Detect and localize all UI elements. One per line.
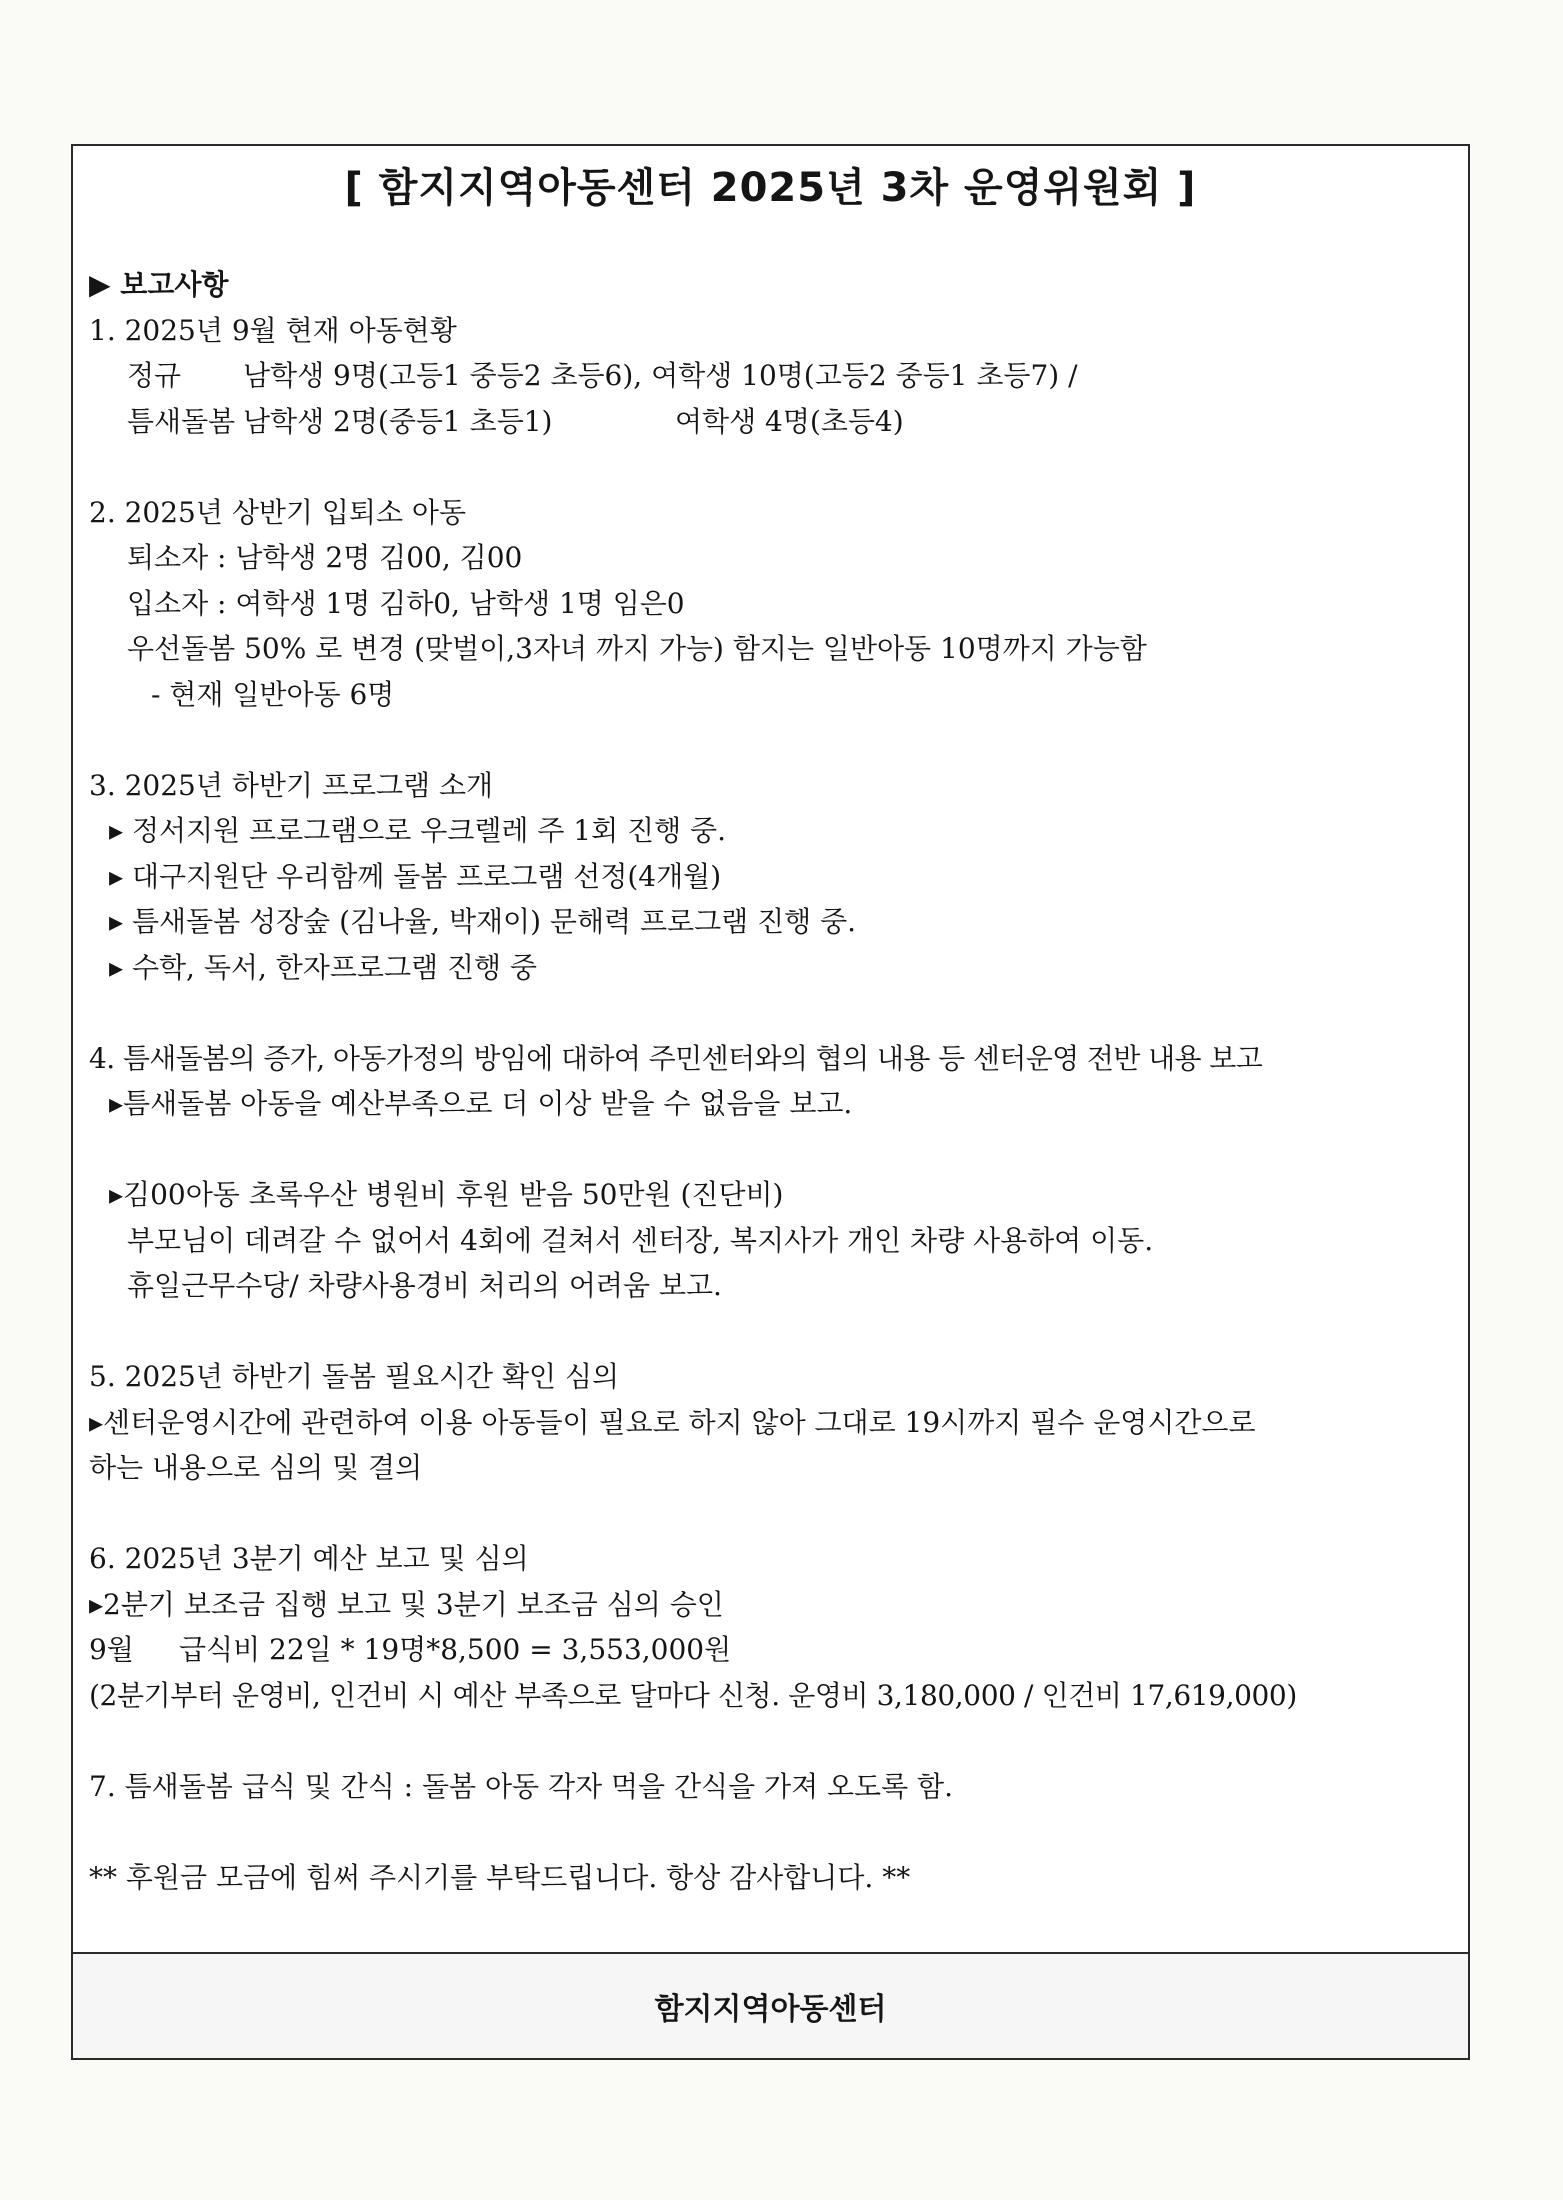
section-3-item: ▸ 수학, 독서, 한자프로그램 진행 중	[109, 950, 537, 984]
section-2-line: - 현재 일반아동 6명	[151, 677, 395, 711]
gap-care-label: 틈새돌봄	[127, 404, 236, 438]
section-3-heading: 3. 2025년 하반기 프로그램 소개	[89, 768, 494, 802]
section-4-line: ▸틈새돌봄 아동을 예산부족으로 더 이상 받을 수 없음을 보고.	[109, 1087, 853, 1120]
section-3-item: ▸ 정서지원 프로그램으로 우크렐레 주 1회 진행 중.	[109, 814, 726, 847]
gap-care-text-male: 남학생 2명(중등1 초등1)	[243, 404, 553, 438]
section-3-item: ▸ 틈새돌봄 성장숲 (김나율, 박재이) 문해력 프로그램 진행 중.	[109, 905, 857, 938]
meal-month: 9월	[89, 1633, 134, 1666]
section-2-line: 우선돌봄 50% 로 변경 (맞벌이,3자녀 까지 가능) 함지는 일반아동 10명까지 가능함	[127, 632, 1147, 665]
document-title: [ 함지지역아동센터 2025년 3차 운영위원회 ]	[344, 165, 1197, 211]
section-1-gap-care-row	[89, 399, 1448, 445]
report-heading: ▶ 보고사항	[89, 268, 229, 301]
section-4-line: ▸김00아동 초록우산 병원비 후원 받음 50만원 (진단비)	[109, 1178, 784, 1211]
regular-text: 남학생 9명(고등1 중등2 초등6), 여학생 10명(고등2 중등1 초등7) /	[243, 359, 1078, 392]
section-6-line: ▸2분기 보조금 집행 보고 및 3분기 보조금 심의 승인	[89, 1587, 724, 1621]
section-4-heading: 4. 틈새돌봄의 증가, 아동가정의 방임에 대하여 주민센터와의 협의 내용 등 센터운영 전반 내용 보고	[89, 1041, 1263, 1075]
closing-note: ** 후원금 모금에 힘써 주시기를 부탁드립니다. 항상 감사합니다. **	[89, 1860, 911, 1894]
section-1-heading: 1. 2025년 9월 현재 아동현황	[89, 313, 457, 347]
section-7-heading: 7. 틈새돌봄 급식 및 간식 : 돌봄 아동 각자 먹을 간식을 가져 오도록 함.	[89, 1769, 954, 1803]
section-1-regular-row	[89, 353, 1448, 399]
section-2-line: 입소자 : 여학생 1명 김하0, 남학생 1명 임은0	[127, 586, 685, 620]
section-4-line: 부모님이 데려갈 수 없어서 4회에 걸쳐서 센터장, 복지사가 개인 차량 사용하여 이동.	[127, 1223, 1154, 1257]
document-body	[89, 262, 1448, 1900]
section-2-heading: 2. 2025년 상반기 입퇴소 아동	[89, 495, 467, 529]
footer-center-name: 함지지역아동센터	[73, 1952, 1468, 2058]
meal-cost-text: 급식비 22일 * 19명*8,500 = 3,553,000원	[179, 1633, 732, 1666]
section-6-line: (2분기부터 운영비, 인건비 시 예산 부족으로 달마다 신청. 운영비 3,180,000 / 인건비 17,619,000)	[89, 1678, 1297, 1712]
gap-care-text-female: 여학생 4명(초등4)	[675, 404, 904, 438]
section-5-heading: 5. 2025년 하반기 돌봄 필요시간 확인 심의	[89, 1360, 620, 1393]
regular-label: 정규	[127, 359, 182, 392]
section-3-item: ▸ 대구지원단 우리함께 돌봄 프로그램 선정(4개월)	[109, 859, 722, 893]
section-6-meal-cost	[89, 1627, 1448, 1673]
section-4-line: 휴일근무수당/ 차량사용경비 처리의 어려움 보고.	[127, 1269, 722, 1302]
section-5-line: 하는 내용으로 심의 및 결의	[89, 1451, 423, 1484]
section-5-line: ▸센터운영시간에 관련하여 이용 아동들이 필요로 하지 않아 그대로 19시까지 필수 운영시간으로	[89, 1405, 1256, 1439]
document-frame	[71, 144, 1470, 2060]
section-2-line: 퇴소자 : 남학생 2명 김00, 김00	[127, 541, 523, 574]
section-6-heading: 6. 2025년 3분기 예산 보고 및 심의	[89, 1542, 529, 1575]
